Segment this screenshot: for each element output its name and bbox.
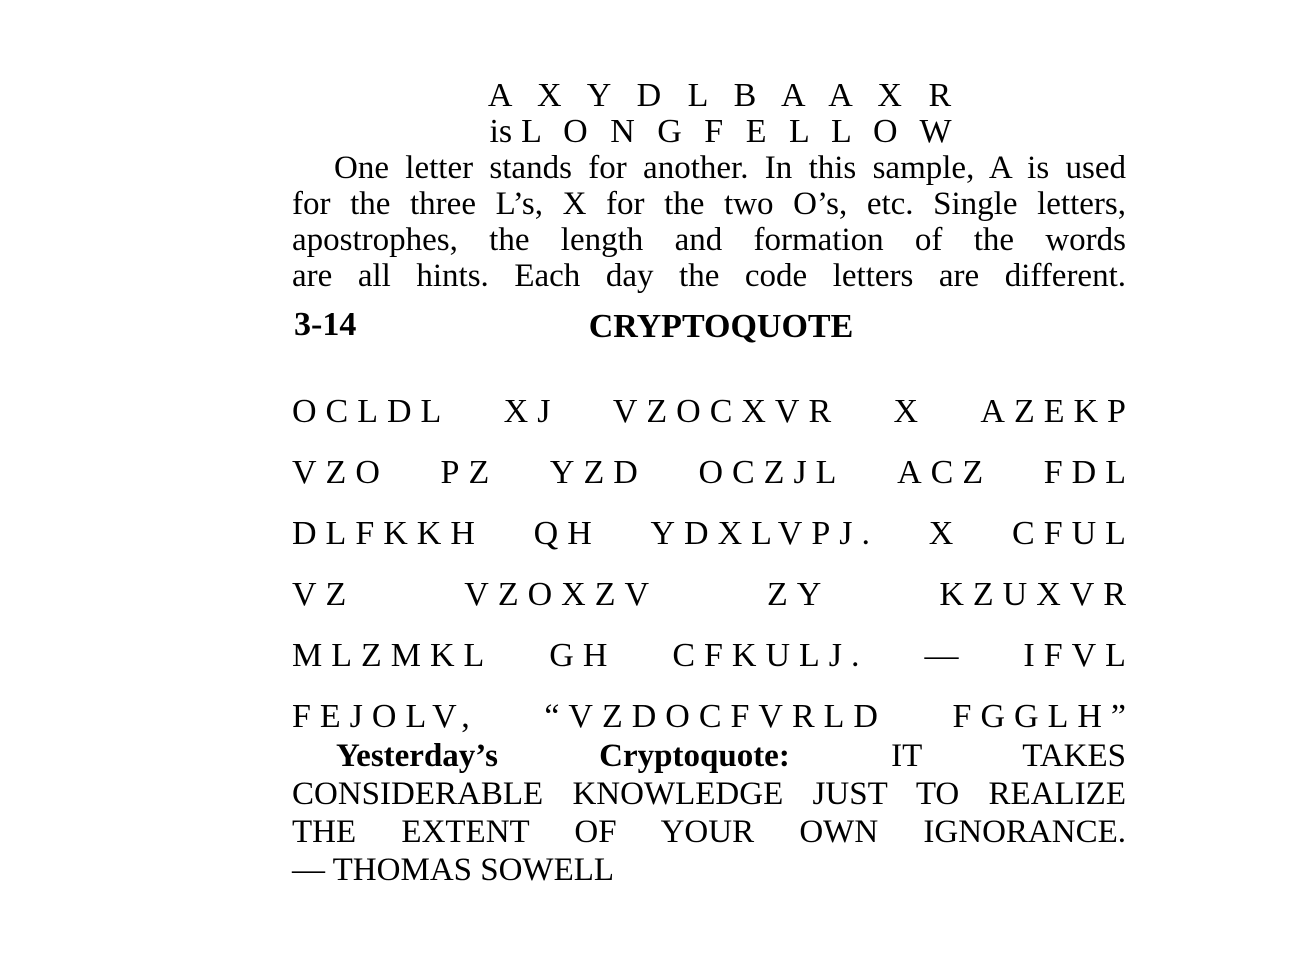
instructions-line: apostrophes, the length and formation of the words <box>292 222 1126 258</box>
instructions-line: One letter stands for another. In this sample, A is used <box>334 150 1126 186</box>
cipher-word: “VZDOCFVRLD <box>544 698 887 735</box>
cipher-word: DLFKKH <box>292 515 484 552</box>
cipher-word: X <box>928 515 963 552</box>
sample-plain-line <box>322 114 1126 150</box>
instructions-line: for the three L’s, X for the two O’s, etc. Single letters, <box>292 186 1126 222</box>
cipher-line <box>292 576 1135 638</box>
cipher-word: CFUL <box>1012 515 1135 552</box>
answer-label: Yesterday’s Cryptoquote: <box>336 738 790 774</box>
cipher-word: X <box>893 393 928 430</box>
cipher-line <box>292 454 1135 516</box>
puzzle-header <box>292 298 1126 350</box>
answer-line: THE EXTENT OF YOUR OWN IGNORANCE. <box>292 814 1126 850</box>
sample-plain-prefix: is <box>489 113 513 150</box>
answer-attribution: — THOMAS SOWELL <box>292 852 615 888</box>
cipher-word: VZOCXVR <box>612 393 841 430</box>
cipher-word: FEJOLV, <box>292 698 479 735</box>
cryptoquote-column <box>292 77 1135 889</box>
sample-cipher-text: A X Y D L B A A X R <box>487 77 961 114</box>
answer-line: CONSIDERABLE KNOWLEDGE JUST TO REALIZE <box>292 776 1126 812</box>
instructions-paragraph <box>292 150 1126 294</box>
cipher-word: FDL <box>1043 454 1135 491</box>
cipher-word: ACZ <box>897 454 993 491</box>
cipher-line <box>292 698 1135 737</box>
puzzle-title: CRYPTOQUOTE <box>588 308 854 345</box>
answer-first-line <box>292 737 1126 775</box>
cipher-word: AZEKP <box>980 393 1135 430</box>
cipher-text-block <box>292 393 1135 737</box>
cipher-word: VZO <box>292 454 389 491</box>
cipher-word: YDXLVPJ. <box>650 515 879 552</box>
cipher-word: FGGLH” <box>952 698 1135 735</box>
cipher-word: VZOXZV <box>464 576 659 613</box>
sample-plain-text: L O N G F E L L O W <box>521 113 959 150</box>
answer-line: IT TAKES <box>891 738 1126 774</box>
yesterdays-answer <box>292 737 1126 889</box>
cipher-word: PZ <box>440 454 499 491</box>
cipher-word: XJ <box>503 393 560 430</box>
instructions-line: are all hints. Each day the code letters are different. <box>292 258 1126 294</box>
cipher-word: OCLDL <box>292 393 451 430</box>
cipher-word: QH <box>533 515 601 552</box>
cipher-word: YZD <box>549 454 647 491</box>
puzzle-number: 3-14 <box>294 306 357 343</box>
cipher-word: GH <box>549 637 617 674</box>
cipher-line <box>292 515 1135 577</box>
cipher-word: ZY <box>767 576 831 613</box>
cipher-word: — <box>924 637 968 674</box>
cipher-word: OCZJL <box>698 454 846 491</box>
cipher-word: IFVL <box>1023 637 1135 674</box>
sample-cipher-line <box>322 78 1126 114</box>
cipher-word: KZUXVR <box>939 576 1135 613</box>
cipher-line <box>292 637 1135 699</box>
cipher-word: CFKULJ. <box>672 637 869 674</box>
cipher-word: VZ <box>292 576 356 613</box>
cipher-line <box>292 393 1135 455</box>
cipher-word: MLZMKL <box>292 637 494 674</box>
